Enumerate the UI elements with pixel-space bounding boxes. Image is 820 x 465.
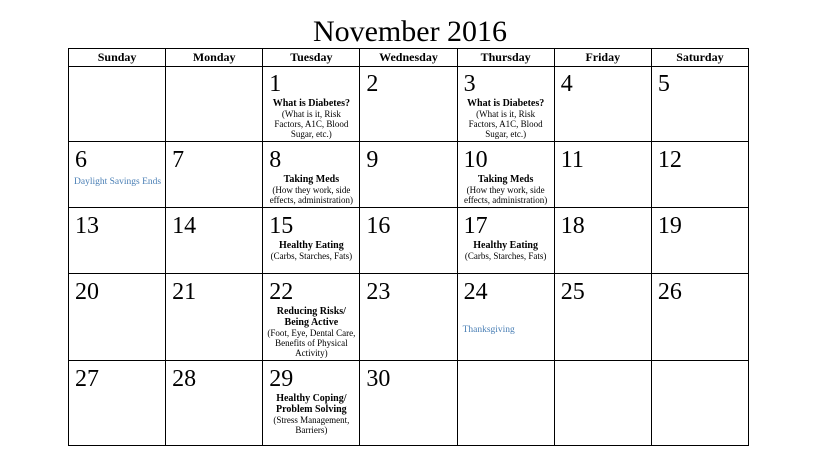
event-detail: (Carbs, Starches, Fats) <box>464 250 547 261</box>
day-number: 27 <box>75 366 99 393</box>
day-number: 23 <box>366 279 391 306</box>
day-number: 22 <box>269 279 294 306</box>
weekday-wednesday: Wednesday <box>360 49 457 67</box>
weekday-tuesday: Tuesday <box>263 49 360 67</box>
day-cell <box>360 67 457 142</box>
event-detail: (How they work, side effects, administration) <box>463 184 548 205</box>
day-number: 6 <box>75 146 87 173</box>
day-cell <box>651 274 748 361</box>
day-number: 7 <box>172 146 185 173</box>
week-row <box>69 274 749 361</box>
day-cell <box>69 361 166 446</box>
day-number: 4 <box>560 71 573 97</box>
day-cell <box>457 67 554 142</box>
day-cell <box>360 207 457 273</box>
day-number: 8 <box>269 146 282 173</box>
day-cell <box>263 141 360 207</box>
day-number: 13 <box>75 212 99 239</box>
day-number: 5 <box>657 71 670 97</box>
day-number: 14 <box>172 212 197 239</box>
week-row <box>69 141 749 207</box>
day-cell <box>263 274 360 361</box>
day-number: 10 <box>463 146 488 173</box>
day-number: 21 <box>172 279 197 306</box>
day-cell <box>166 361 263 446</box>
event <box>458 174 554 205</box>
day-cell-empty <box>69 67 166 142</box>
weekday-monday: Monday <box>166 49 263 67</box>
event <box>263 306 359 358</box>
weekday-saturday: Saturday <box>651 49 748 67</box>
day-number: 3 <box>463 71 476 97</box>
day-cell <box>69 274 166 361</box>
day-number: 24 <box>463 279 488 306</box>
day-cell <box>651 141 748 207</box>
day-number: 15 <box>269 212 294 239</box>
week-row <box>69 361 749 446</box>
day-cell <box>457 141 554 207</box>
event <box>263 98 359 139</box>
event <box>263 174 359 205</box>
week-row <box>69 207 749 273</box>
day-cell <box>263 67 360 142</box>
day-note: Thanksgiving <box>462 325 515 336</box>
event-detail: (Carbs, Starches, Fats) <box>270 250 353 261</box>
day-cell <box>360 361 457 446</box>
day-cell <box>360 141 457 207</box>
week-row <box>69 67 749 142</box>
event-title: Healthy Eating <box>473 239 538 251</box>
day-number: 1 <box>269 71 282 97</box>
event-title: Healthy Eating <box>278 239 344 251</box>
day-cell <box>263 207 360 273</box>
event-detail: (Stress Management, Barriers) <box>273 415 350 436</box>
day-number: 12 <box>657 146 682 173</box>
calendar-grid <box>68 48 749 446</box>
day-cell <box>166 141 263 207</box>
event-title: Taking Meds <box>283 173 340 185</box>
day-cell-empty <box>457 361 554 446</box>
day-cell <box>457 207 554 273</box>
day-cell <box>651 207 748 273</box>
day-number: 19 <box>657 212 682 239</box>
day-cell <box>360 274 457 361</box>
day-cell-empty <box>554 361 651 446</box>
event-title: Healthy Coping/ Problem Solving <box>276 393 347 416</box>
day-number: 2 <box>366 71 379 97</box>
weekday-friday: Friday <box>554 49 651 67</box>
day-number: 29 <box>269 366 294 393</box>
day-cell-empty <box>651 361 748 446</box>
weekday-header-row <box>69 49 749 67</box>
day-number: 20 <box>75 279 99 306</box>
day-cell <box>554 141 651 207</box>
day-cell <box>554 207 651 273</box>
day-number: 28 <box>172 366 197 393</box>
day-number: 9 <box>366 146 379 173</box>
day-cell <box>651 67 748 142</box>
day-number: 26 <box>657 279 682 306</box>
weekday-sunday: Sunday <box>69 49 166 67</box>
day-number: 11 <box>560 146 584 173</box>
event-title: What is Diabetes? <box>467 98 545 109</box>
day-number: 30 <box>366 366 391 393</box>
day-cell <box>457 274 554 361</box>
weekday-thursday: Thursday <box>457 49 554 67</box>
event <box>263 240 359 261</box>
event-title: What is Diabetes? <box>272 98 350 109</box>
day-cell <box>166 274 263 361</box>
event-detail: (Foot, Eye, Dental Care, Benefits of Physical Activity) <box>267 328 356 359</box>
day-number: 18 <box>560 212 585 239</box>
event <box>263 393 359 435</box>
event-detail: (What is it, Risk Factors, A1C, Blood Sugar, etc.) <box>274 109 349 139</box>
day-number: 16 <box>366 212 391 239</box>
event <box>458 240 554 261</box>
day-cell <box>554 67 651 142</box>
day-note: Daylight Savings Ends <box>74 176 162 187</box>
day-cell <box>69 141 166 207</box>
event-detail: (What is it, Risk Factors, A1C, Blood Sugar, etc.) <box>468 109 543 139</box>
event <box>458 98 554 139</box>
day-cell-empty <box>166 67 263 142</box>
day-number: 17 <box>463 212 488 239</box>
event-title: Reducing Risks/ Being Active <box>276 306 346 329</box>
day-cell <box>263 361 360 446</box>
event-title: Taking Meds <box>477 173 534 185</box>
day-cell <box>554 274 651 361</box>
event-detail: (How they work, side effects, administration) <box>269 184 353 205</box>
day-cell <box>166 207 263 273</box>
calendar-title: November 2016 <box>312 15 508 48</box>
day-number: 25 <box>560 279 585 306</box>
day-cell <box>69 207 166 273</box>
